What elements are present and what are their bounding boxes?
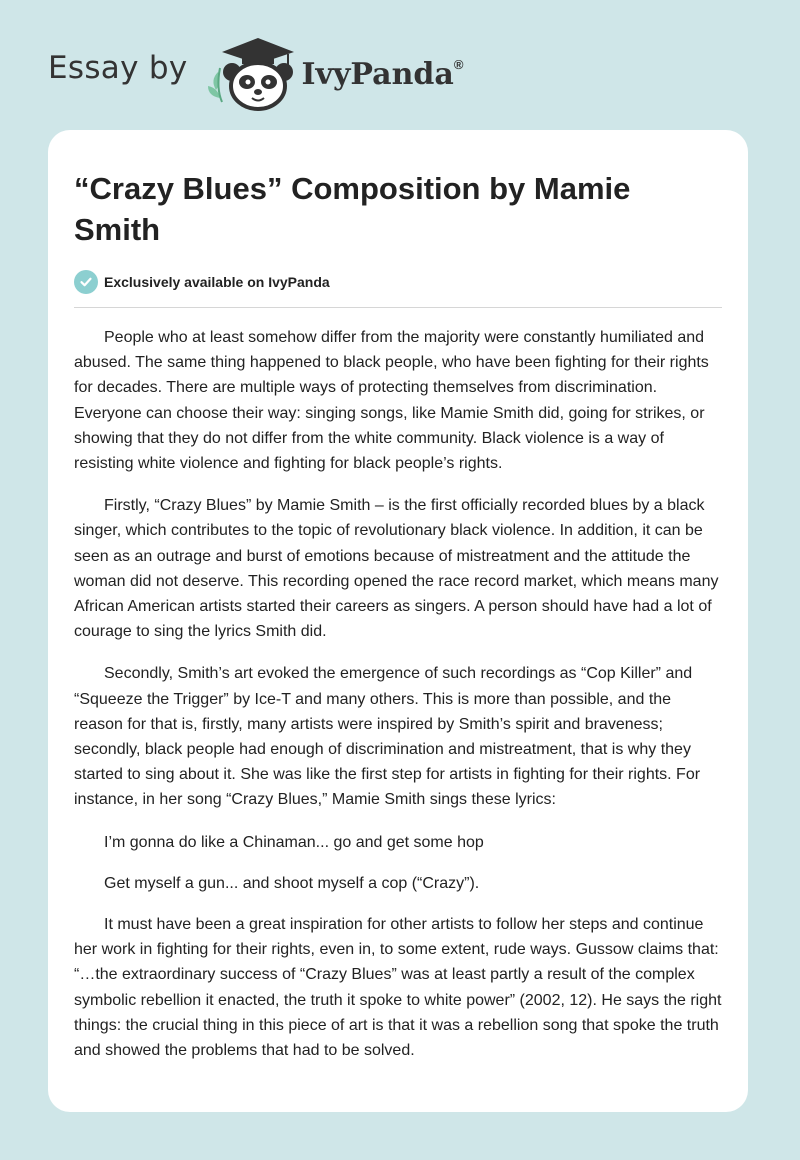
- paragraph: Firstly, “Crazy Blues” by Mamie Smith – is the first officially recorded blues by a black singer, which contributes to the topic of revolutionary black violence. In addition, it can be seen as an outrage and burst of emotions because of mistreatment and the attitude the woman did not deserve. This recording opened the race record market, which means many African American artists started their careers as singers. A person should have had a lot of courage to sing the lyrics Smith did.: [74, 497, 719, 641]
- registered-mark: ®: [453, 56, 464, 72]
- brand-name[interactable]: [302, 57, 464, 92]
- paragraph: Secondly, Smith’s art evoked the emergence of such recordings as “Cop Killer” and “Squeeze the Trigger” by Ice-T and many others. This is more than possible, and the reason for that is, firstly, many artists were inspired by Smith’s spirit and braveness; secondly, black people had enough of discrimination and mistreatment, that is why they started to sing about it. She was like the first step for artists in fighting for their rights. For instance, in her song “Crazy Blues,” Mamie Smith sings these lyrics:: [74, 665, 701, 809]
- site-header: [48, 32, 463, 112]
- essay-body: [74, 325, 722, 1063]
- lyric-line: I’m gonna do like a Chinaman... go and get some hop: [104, 833, 484, 851]
- panda-graduate-icon[interactable]: [202, 32, 298, 112]
- exclusive-badge-label: Exclusively available on IvyPanda: [104, 274, 330, 290]
- lyric-line: Get myself a gun... and shoot myself a cop (“Crazy”).: [104, 874, 480, 892]
- exclusive-badge: [74, 270, 722, 308]
- essay-card: [48, 130, 748, 1112]
- page-title: “Crazy Blues” Composition by Mamie Smith: [74, 171, 631, 247]
- brand-name-text: IvyPanda: [301, 56, 454, 92]
- check-circle-icon: [74, 270, 98, 294]
- brand-prefix: Essay by: [48, 50, 188, 86]
- paragraph: People who at least somehow differ from the majority were constantly humiliated and abused. The same thing happened to black people, who have been fighting for their rights for decades. There are multiple ways of protecting themselves from discrimination. Everyone can choose their way: singing songs, like Mamie Smith did, going for strikes, or showing that they do not differ from the white community. Black violence is a way of resisting white violence and fighting for black people’s rights.: [74, 329, 709, 473]
- paragraph: It must have been a great inspiration for other artists to follow her steps and continue her work in fighting for their rights, even in, to some extent, rude ways. Gussow claims that: “…the extraordinary success of “Crazy Blues” was at least partly a result of the complex symbolic rebellion it enacted, the truth it spoke to white power” (2002, 12). He says the right things: the crucial thing in this piece of art is that it was a rebellion song that spoke the truth and showed the problems that had to be solved.: [74, 916, 722, 1060]
